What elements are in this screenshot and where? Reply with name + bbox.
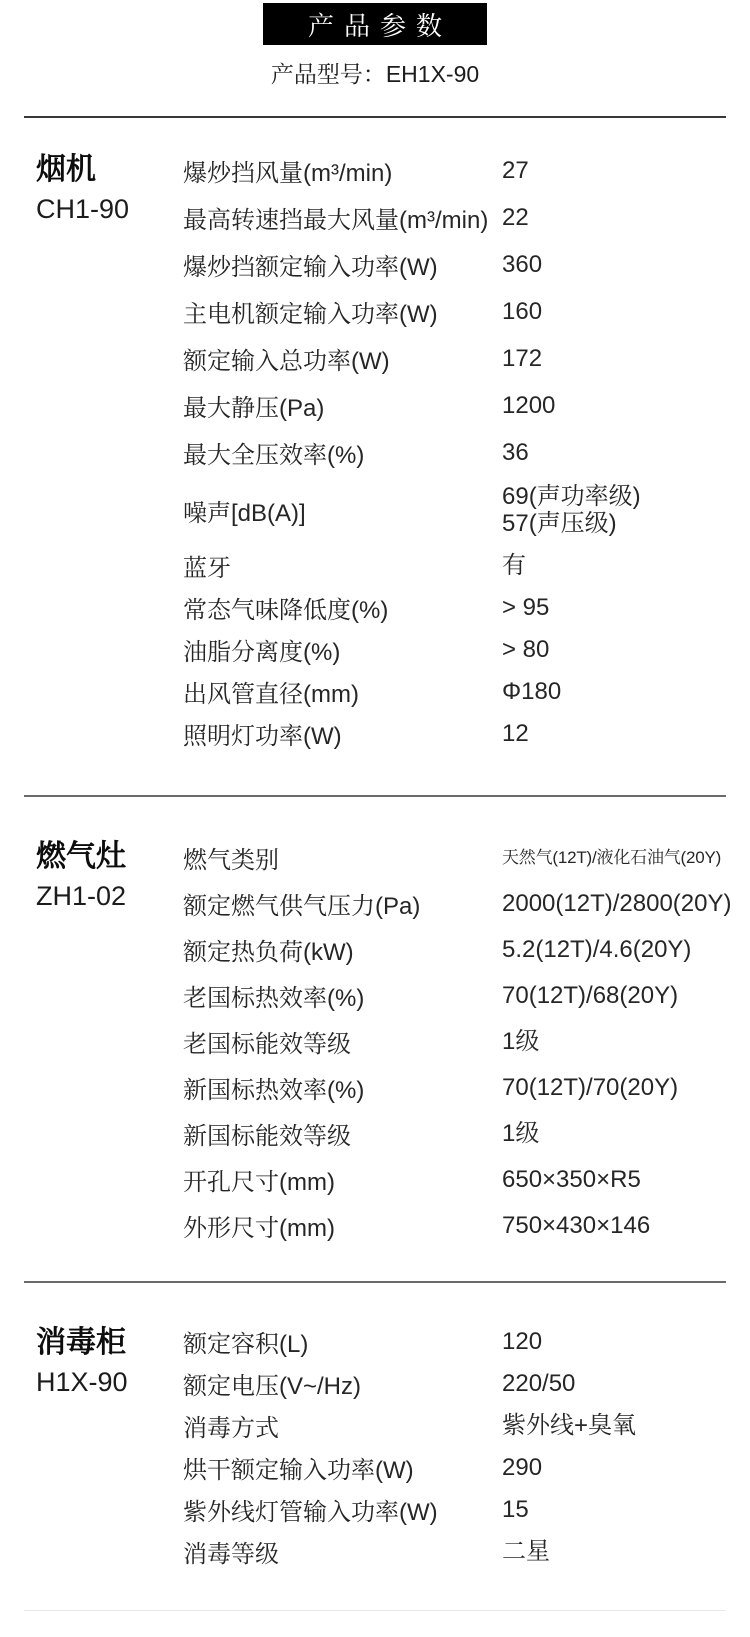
spec-row <box>183 335 743 382</box>
page-title: 产品参数 <box>307 10 452 41</box>
spec-label: 噪声[dB(A)] <box>183 499 306 527</box>
spec-value: 650×350×R5 <box>502 1165 641 1193</box>
spec-row <box>183 834 743 880</box>
spec-value: 70(12T)/68(20Y) <box>502 981 679 1009</box>
spec-label: 消毒等级 <box>183 1540 279 1568</box>
spec-value: > 95 <box>502 593 550 621</box>
spec-row <box>183 194 743 241</box>
spec-row <box>183 147 743 194</box>
spec-value: 5.2(12T)/4.6(20Y) <box>502 935 692 963</box>
spec-label: 照明灯功率(W) <box>183 722 342 750</box>
spec-row <box>183 1362 743 1404</box>
spec-label: 最大全压效率(%) <box>183 442 365 469</box>
spec-label: 新国标能效等级 <box>183 1122 351 1150</box>
spec-value: 172 <box>502 345 543 372</box>
product-section <box>0 147 750 754</box>
section-rows <box>183 147 743 754</box>
spec-label: 出风管直径(mm) <box>183 680 359 708</box>
spec-value: 360 <box>502 251 543 278</box>
section-model: ZH1-02 <box>36 881 127 911</box>
section-title: 烟机 <box>36 153 96 186</box>
section-title: 燃气灶 <box>36 840 126 873</box>
section-title: 消毒柜 <box>36 1326 126 1359</box>
spec-row <box>183 241 743 288</box>
product-model-line: 产品型号：EH1X-90 <box>270 61 480 87</box>
spec-row <box>183 476 743 544</box>
spec-value: 27 <box>502 157 529 184</box>
spec-row <box>183 670 743 712</box>
spec-label: 燃气类别 <box>183 846 279 874</box>
spec-value: 22 <box>502 204 529 231</box>
spec-label: 开孔尺寸(mm) <box>183 1168 335 1196</box>
spec-value: 1级 <box>502 1027 540 1055</box>
spec-value: 紫外线+臭氧 <box>502 1411 637 1439</box>
section-rows <box>183 1320 743 1572</box>
spec-value: 70(12T)/70(20Y) <box>502 1073 679 1101</box>
bottom-divider <box>24 1610 726 1611</box>
spec-row <box>183 1156 743 1202</box>
product-section <box>0 834 750 1248</box>
spec-value: 750×430×146 <box>502 1211 651 1239</box>
spec-value: > 80 <box>502 635 550 663</box>
section-divider-1 <box>24 795 726 797</box>
spec-row <box>183 880 743 926</box>
spec-label: 额定电压(V~/Hz) <box>183 1372 362 1400</box>
spec-value: 12 <box>502 719 529 747</box>
spec-label: 蓝牙 <box>183 554 231 582</box>
spec-label: 常态气味降低度(%) <box>183 596 389 624</box>
spec-row <box>183 1018 743 1064</box>
product-section <box>0 1320 750 1572</box>
spec-label: 最高转速挡最大风量(m³/min) <box>183 207 489 234</box>
spec-row <box>183 382 743 429</box>
spec-label: 老国标能效等级 <box>183 1030 351 1058</box>
spec-label: 爆炒挡额定输入功率(W) <box>183 254 438 281</box>
spec-value: 有 <box>502 551 526 579</box>
spec-row <box>183 972 743 1018</box>
spec-value: 220/50 <box>502 1369 576 1397</box>
section-side-label <box>36 152 181 224</box>
spec-label: 额定容积(L) <box>183 1330 309 1358</box>
spec-label: 新国标热效率(%) <box>183 1076 365 1104</box>
spec-row <box>183 1064 743 1110</box>
spec-row <box>183 628 743 670</box>
spec-value: 36 <box>502 439 529 466</box>
section-model: H1X-90 <box>36 1367 128 1397</box>
spec-row <box>183 1110 743 1156</box>
spec-row <box>183 1320 743 1362</box>
section-model: CH1-90 <box>36 194 130 224</box>
spec-label: 油脂分离度(%) <box>183 638 341 666</box>
spec-value: 天然气(12T)/液化石油气(20Y) <box>502 847 722 867</box>
spec-label: 烘干额定输入功率(W) <box>183 1456 414 1484</box>
spec-row <box>183 712 743 754</box>
spec-value: 二星 <box>502 1537 550 1565</box>
spec-value: 1200 <box>502 392 556 419</box>
spec-value: 120 <box>502 1327 543 1355</box>
header-divider <box>24 116 726 118</box>
spec-label: 最大静压(Pa) <box>183 395 325 422</box>
spec-label: 额定热负荷(kW) <box>183 938 354 966</box>
spec-row <box>183 544 743 586</box>
spec-value: 15 <box>502 1495 529 1523</box>
spec-label: 爆炒挡风量(m³/min) <box>183 160 393 187</box>
spec-label: 外形尺寸(mm) <box>183 1214 335 1242</box>
spec-row <box>183 1446 743 1488</box>
page-title-badge <box>263 3 487 45</box>
spec-value: 1级 <box>502 1119 540 1147</box>
spec-value: 290 <box>502 1453 543 1481</box>
spec-row <box>183 1404 743 1446</box>
spec-row <box>183 1530 743 1572</box>
spec-row <box>183 288 743 335</box>
spec-row <box>183 1202 743 1248</box>
section-rows <box>183 834 743 1248</box>
spec-value: 2000(12T)/2800(20Y) <box>502 889 732 917</box>
spec-label: 额定燃气供气压力(Pa) <box>183 892 421 920</box>
section-side-label <box>36 839 181 911</box>
spec-value: 69(声功率级) 57(声压级) <box>502 483 641 537</box>
spec-value: 160 <box>502 298 543 325</box>
spec-label: 消毒方式 <box>183 1414 279 1442</box>
spec-row <box>183 586 743 628</box>
spec-label: 主电机额定输入功率(W) <box>183 301 438 328</box>
spec-label: 额定输入总功率(W) <box>183 348 390 375</box>
spec-label: 紫外线灯管输入功率(W) <box>183 1498 438 1526</box>
spec-value: Φ180 <box>502 677 562 705</box>
section-side-label <box>36 1325 181 1397</box>
spec-row <box>183 1488 743 1530</box>
section-divider-2 <box>24 1281 726 1283</box>
spec-row <box>183 926 743 972</box>
spec-label: 老国标热效率(%) <box>183 984 365 1012</box>
spec-row <box>183 429 743 476</box>
